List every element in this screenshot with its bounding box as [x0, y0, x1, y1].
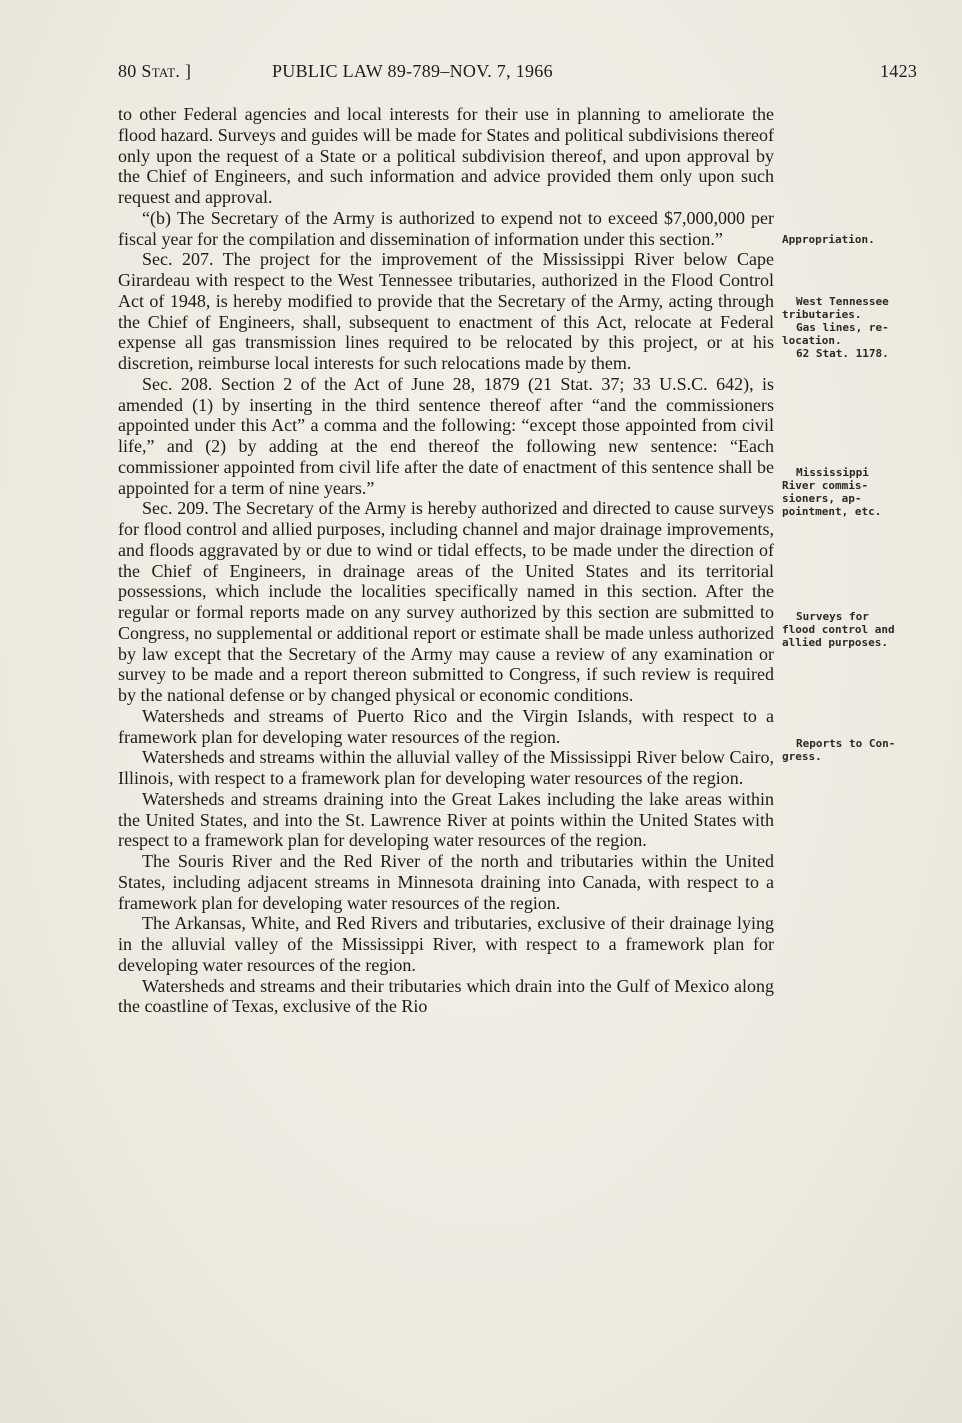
margin-note-mississippi-commissioners: Mississippi River commis- sioners, ap- pointment, etc.: [782, 466, 882, 518]
paragraph: The Arkansas, White, and Red Rivers and tributaries, exclusive of their drainage lying in the alluvial valley of the Mississippi River, with respect to a framework plan for developing water resources of the region.: [118, 913, 774, 975]
margin-note-reports: Reports to Con- gress.: [782, 737, 896, 763]
paragraph: Watersheds and streams draining into the Great Lakes including the lake areas within the United States, and into the St. Lawrence River at points within the United States with respect to a framework plan for developing water resources of the region.: [118, 788, 774, 851]
section-209: Sec. 209. The Secretary of the Army is hereby authorized and directed to cause surveys for flood control and allied purposes, including channel and major drainage improvements, and floods aggravated by or due to wind or tidal effects, to be made under the direction of the Chief of Engineers, in drainage areas of the United States and its territorial possessions, which include the localities specifically named in this section. After the regular or formal reports made on any survey authorized by this section are submitted to Congress, no supplemental or additional report or estimate shall be made unless authorized by law except that the Secretary of the Army may cause a review of any examination or survey to be made and a report thereon submitted to Congress, if such review is required by the national defense or by changed physical or economic conditions.: [118, 498, 774, 705]
paragraph: Watersheds and streams within the alluvial valley of the Mississippi River below Cairo, Illinois, with respect to a framework plan for developing water resources of the region.: [118, 747, 774, 788]
paragraph: The Souris River and the Red River of the north and tributaries within the United States, including adjacent streams in Minnesota draining into Canada, with respect to a framework plan for developing water resources of the region.: [118, 851, 774, 913]
section-207: Sec. 207. The project for the improvement of the Mississippi River below Cape Girardeau with respect to the West Tennessee tributaries, authorized in the Flood Control Act of 1948, is hereby modified to provide that the Secretary of the Army, acting through the Chief of Engineers, shall, subsequent to enactment of this Act, relocate at Federal expense all gas transmission lines required to be relocated by this project, or at his discretion, reimburse local interests for such relocations made by them.: [118, 249, 774, 373]
margin-note-appropriation: Appropriation.: [782, 233, 875, 246]
paragraph: Watersheds and streams and their tributaries which drain into the Gulf of Mexico along the coastline of Texas, exclusive of the Rio: [118, 975, 774, 1017]
header-page-number: 1423: [880, 61, 918, 81]
paragraph: “(b) The Secretary of the Army is authorized to expend not to exceed $7,000,000 per fiscal year for the compilation and dissemination of information under this section.”: [118, 207, 774, 249]
margin-note-west-tennessee: West Tennessee tributaries. Gas lines, re- location. 62 Stat. 1178.: [782, 295, 889, 360]
paragraph: Watersheds and streams of Puerto Rico and the Virgin Islands, with respect to a framework plan for developing water resources of the region.: [118, 705, 774, 747]
paragraph: to other Federal agencies and local interests for their use in planning to ameliorate the flood hazard. Surveys and guides will be made for States and political subdivisions thereof only upon the request of a State or a political subdivision thereof, and upon approval by the Chief of Engineers, and such information and advice provided them only upon such request and approval.: [118, 104, 774, 207]
header-title: PUBLIC LAW 89-789–NOV. 7, 1966: [272, 61, 553, 81]
section-208: Sec. 208. Section 2 of the Act of June 28, 1879 (21 Stat. 37; 33 U.S.C. 642), is amended (1) by inserting in the third sentence thereof after “and the commissioners appointed under this Act” a comma and the following: “except those appointed from civil life,” and (2) by adding at the end thereof the following new sentence: “Each commissioner appointed from civil life after the date of enactment of this sentence shall be appointed for a term of nine years.”: [118, 373, 774, 498]
margin-note-surveys: Surveys for flood control and allied purposes.: [782, 610, 895, 649]
body-text: [118, 104, 774, 1017]
header-volume: 80 Stat. ]: [118, 61, 192, 81]
